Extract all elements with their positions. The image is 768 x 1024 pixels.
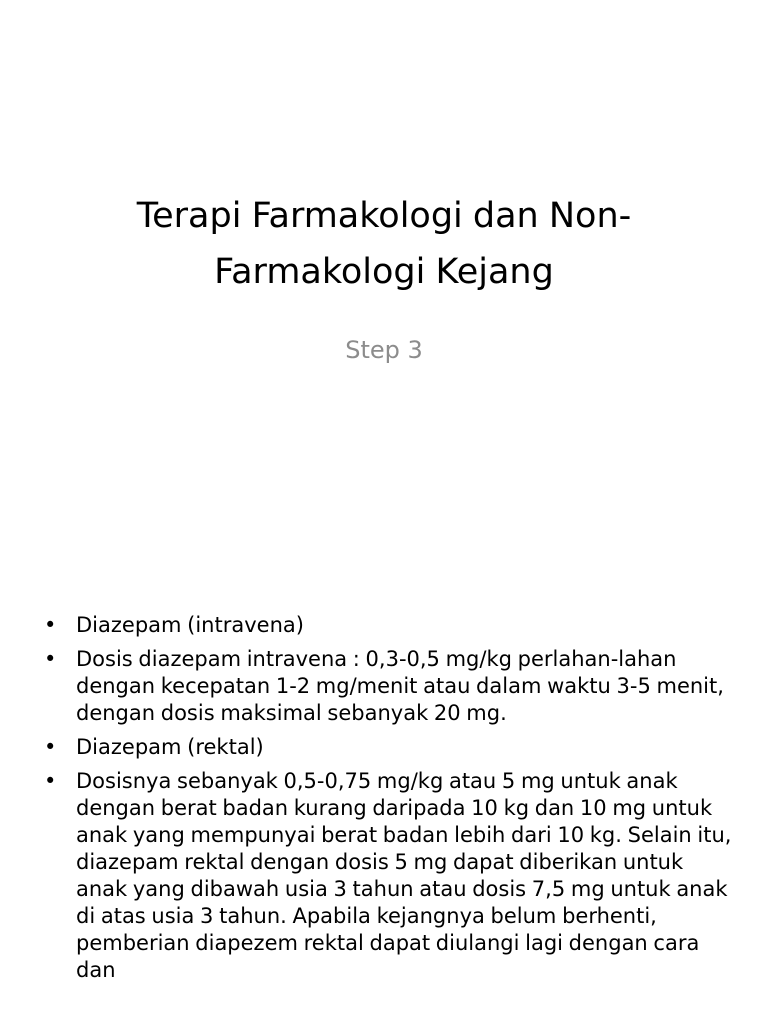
bullet-icon: • — [44, 613, 57, 637]
bullet-text: Dosisnya sebanyak 0,5-0,75 mg/kg atau 5 mg untuk anak dengan berat badan kurang daripada 10 kg dan 10 mg untuk anak yang mempunyai berat badan lebih dari 10 kg. Selain itu, diazepam rektal dengan dosis 5 mg dapat diberikan untuk anak yang dibawah usia 3 tahun atau dosis 7,5 mg untuk anak di atas usia 3 tahun. Apabila kejangnya belum berhenti, pemberian diapezem rektal dapat diulangi lagi dengan cara dan — [76, 769, 732, 982]
bullet-item — [42, 612, 732, 639]
content-slide — [0, 600, 768, 1024]
bullet-icon: • — [44, 735, 57, 759]
slide-title: Terapi Farmakologi dan Non-Farmakologi Kejang — [136, 196, 632, 292]
bullet-item — [42, 768, 732, 984]
bullet-icon: • — [44, 647, 57, 671]
bullet-icon: • — [44, 769, 57, 793]
bullet-list — [42, 612, 732, 991]
slide-subtitle: Step 3 — [345, 336, 423, 364]
bullet-item — [42, 646, 732, 727]
bullet-text: Dosis diazepam intravena : 0,3-0,5 mg/kg perlahan-lahan dengan kecepatan 1-2 mg/menit atau dalam waktu 3-5 menit, dengan dosis maksimal sebanyak 20 mg. — [76, 647, 724, 725]
bullet-text: Diazepam (intravena) — [76, 613, 304, 637]
bullet-text: Diazepam (rektal) — [76, 735, 264, 759]
bullet-item — [42, 734, 732, 761]
